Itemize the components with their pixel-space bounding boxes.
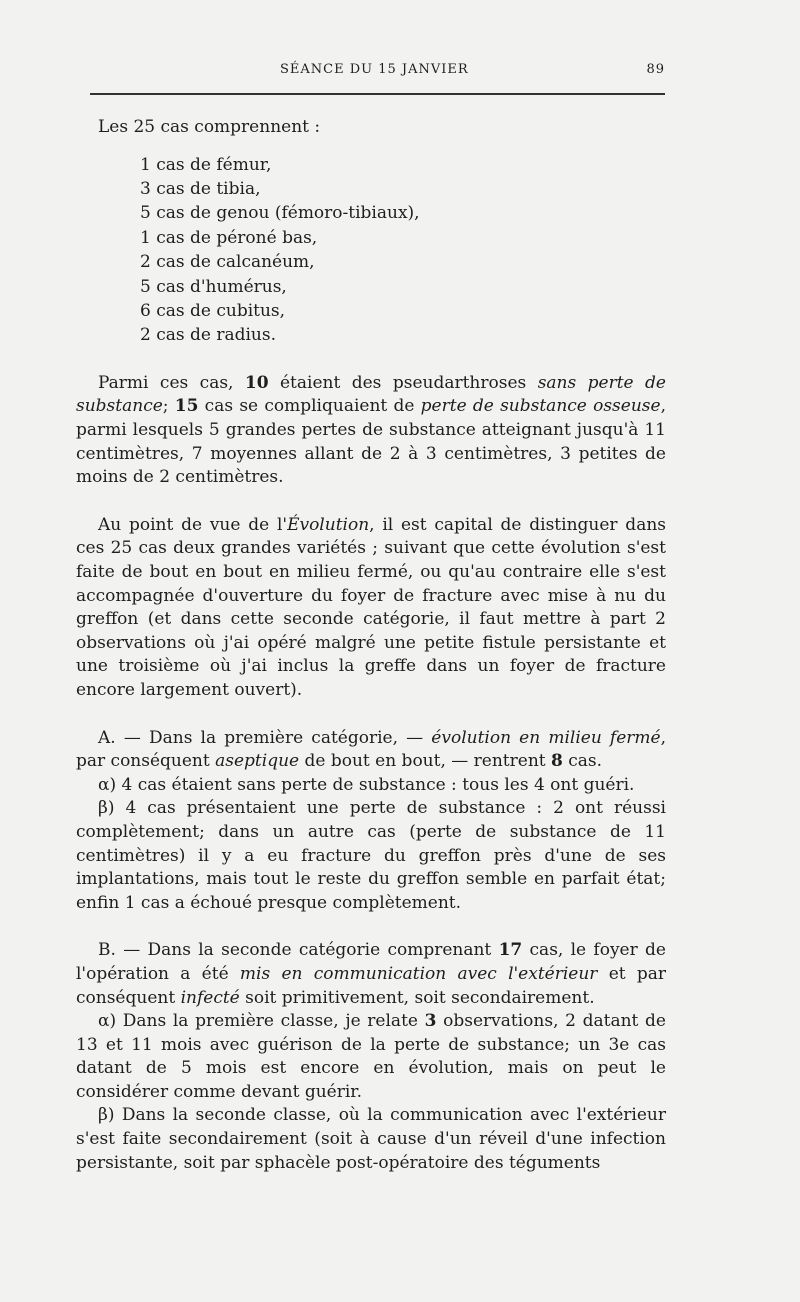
case-list <box>140 153 666 348</box>
text-run: sans perte de substance <box>76 372 666 417</box>
intro-line: Les 25 cas comprennent : <box>98 117 321 137</box>
text-run: 15 <box>174 396 199 417</box>
text-run: soit primitivement, soit secondairement. <box>239 987 595 1008</box>
text-run: étaient des pseudarthroses <box>268 372 538 393</box>
list-item: 3 cas de tibia, <box>140 179 261 199</box>
text-run: α) Dans la première classe, je relate <box>98 1011 425 1032</box>
page-body <box>76 116 666 1175</box>
text-run: 17 <box>498 940 523 961</box>
text-run: , par conséquent <box>76 727 666 772</box>
paragraph-category-b <box>76 939 666 1010</box>
text-run: 8 <box>551 751 563 772</box>
list-item: 5 cas d'humérus, <box>140 276 287 297</box>
paragraph-category-b-beta: β) Dans la seconde classe, où la communication avec l'extérieur s'est faite secondairement (soit à cause d'un réveil d'une infection persistante, soit par sphacèle post-opératoire des téguments <box>76 1105 666 1173</box>
list-item: 2 cas de calcanéum, <box>140 252 315 273</box>
text-run: , il est capital de distinguer dans ces 25 cas deux grandes variétés ; suivant que cette évolution s'est faite de bout en bout en milieu fermé, ou qu'au contraire elle s'est accompagnée d'ouverture du foyer de fracture avec mise à nu du greffon (et dans cette seconde catégorie, il faut mettre à part 2 observations où j'ai opéré malgré une petite fistule persistante et une troisième où j'ai inclus la greffe dans un foyer de fracture encore largement ouvert). <box>76 514 666 700</box>
text-run: cas. <box>562 751 603 772</box>
paragraph-category-a-beta: β) 4 cas présentaient une perte de substance : 2 ont réussi complètement; dans un autre cas (perte de substance de 11 centimètres) il y a eu fracture du greffon près d'une de ses implantations, mais tout le reste du greffon semble en parfait état; enfin 1 cas a échoué presque complètement. <box>76 798 666 913</box>
list-item: 5 cas de genou (fémoro-tibiaux), <box>140 203 420 224</box>
text-run: cas, le foyer de l'opération a été <box>76 940 666 984</box>
page-number: 89 <box>646 62 665 77</box>
paragraph-category-b-alpha <box>76 1010 666 1104</box>
text-run: , parmi lesquels 5 grandes pertes de substance atteignant jusqu'à 11 centimètres, 7 moyennes allant de 2 à 3 centimètres, 3 petites de moins de 2 centimètres. <box>76 396 666 488</box>
text-run: cas se compliquaient de <box>198 396 421 417</box>
text-run: aseptique <box>215 751 300 772</box>
text-run: Parmi ces cas, <box>98 372 245 393</box>
text-run: A. — Dans la première catégorie, — <box>98 727 432 748</box>
text-run: Évolution <box>287 514 370 535</box>
paragraph-evolution <box>76 514 666 703</box>
text-run: mis en communication avec l'extérieur <box>239 963 598 984</box>
list-item: 1 cas de péroné bas, <box>140 227 318 248</box>
text-run: 3 <box>424 1011 437 1032</box>
paragraph-pseudarthroses <box>76 372 666 490</box>
paragraph-category-a <box>76 727 666 774</box>
list-item: 6 cas de cubitus, <box>140 301 286 322</box>
text-run: et par conséquent <box>76 963 667 1008</box>
text-run: infecté <box>180 987 240 1008</box>
text-run: 10 <box>244 372 269 393</box>
text-run: perte de substance osseuse <box>420 396 661 417</box>
header-rule <box>90 93 665 95</box>
text-run: B. — Dans la seconde catégorie comprenant <box>98 940 499 961</box>
list-item: 1 cas de fémur, <box>140 154 272 175</box>
text-run: de bout en bout, — rentrent <box>299 751 552 772</box>
header-title: SÉANCE DU 15 JANVIER <box>280 62 469 77</box>
paragraph-category-a-alpha: α) 4 cas étaient sans perte de substance : tous les 4 ont guéri. <box>98 774 635 795</box>
text-run: ; <box>162 396 175 417</box>
text-run: évolution en milieu fermé <box>431 727 661 748</box>
text-run: Au point de vue de l' <box>98 514 288 535</box>
text-run: observations, 2 datant de 13 et 11 mois avec guérison de la perte de substance; un 3e cas datant de 5 mois est encore en évolution, mais on peut le considérer comme devant guérir. <box>76 1011 666 1102</box>
list-item: 2 cas de radius. <box>140 325 277 346</box>
